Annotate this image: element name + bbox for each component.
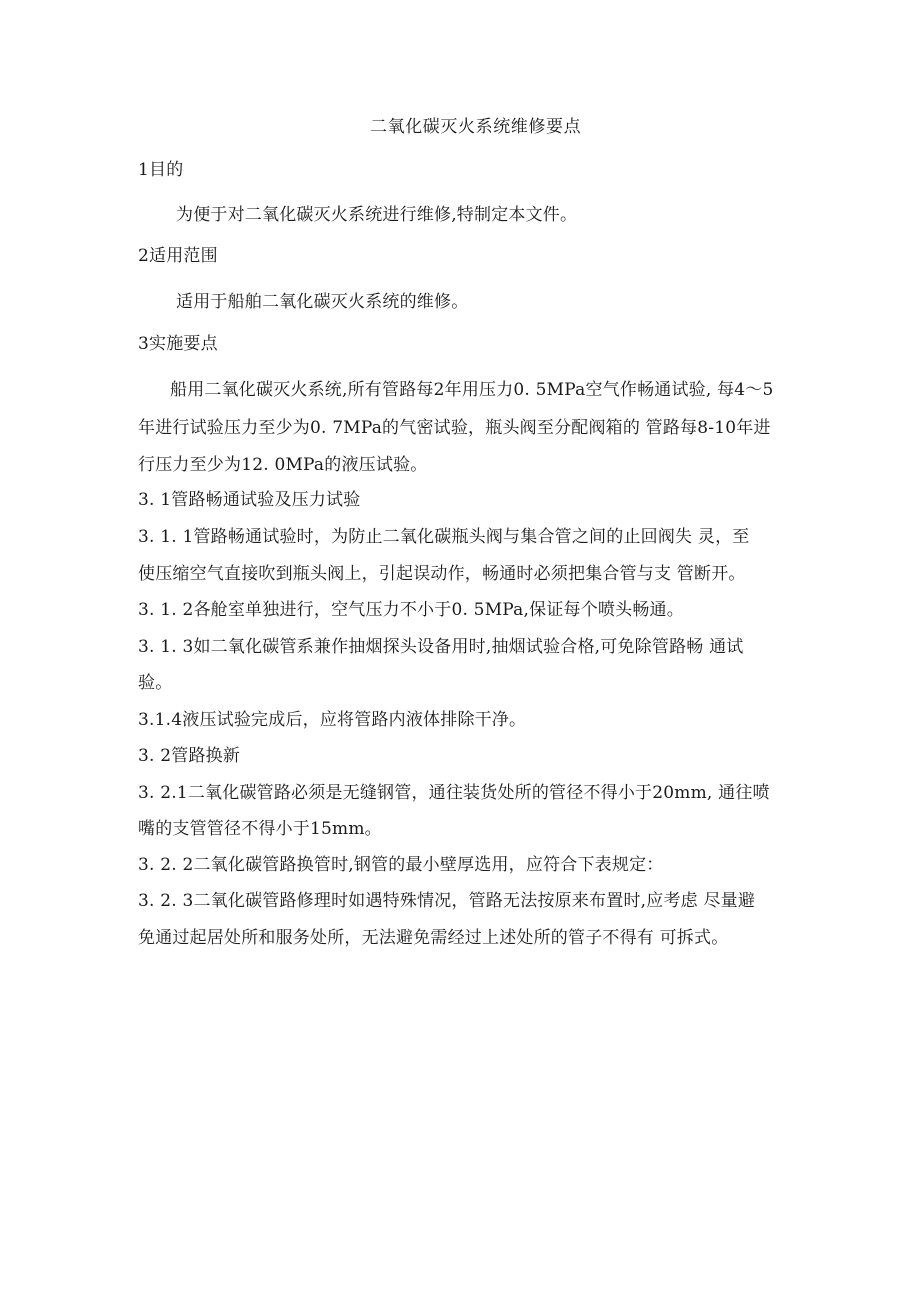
section-1-body: 为便于对二氧化碳灭火系统进行维修,特制定本文件。 <box>176 205 578 225</box>
clause-3-1-1-line: 3. 1. 1管路畅通试验时，为防止二氧化碳瓶头阀与集合管之间的止回阀失 灵，至 <box>138 527 750 547</box>
section-3-intro-line: 行压力至少为12. 0MPa的液压试验。 <box>138 455 428 475</box>
clause-3-2-2: 3. 2. 2二氧化碳管路换管时,钢管的最小壁厚选用，应符合下表规定： <box>138 855 664 875</box>
section-2-body: 适用于船舶二氧化碳灭火系统的维修。 <box>176 292 469 312</box>
clause-3-2-3-line: 3. 2. 3二氧化碳管路修理时如遇特殊情况，管路无法按原来布置时,应考虑 尽量避 <box>138 891 756 911</box>
clause-3-2-1-line: 3. 2.1二氧化碳管路必须是无缝钢管，通往装货处所的管径不得小于20mm, 通往喷 <box>138 783 770 803</box>
subsection-heading-3-2: 3. 2管路换新 <box>138 746 241 766</box>
section-heading-3: 3实施要点 <box>138 334 218 354</box>
clause-3-1-4: 3.1.4液压试验完成后，应将管路内液体排除干净。 <box>138 710 527 730</box>
section-3-intro-line: 船用二氧化碳灭火系统,所有管路每2年用压力0. 5MPa空气作畅通试验, 每4～5 <box>170 380 774 400</box>
subsection-heading-3-1: 3. 1管路畅通试验及压力试验 <box>138 490 361 510</box>
clause-3-1-3-line: 验。 <box>138 673 173 693</box>
section-heading-1: 1目的 <box>138 160 184 180</box>
clause-3-1-3-line: 3. 1. 3如二氧化碳管系兼作抽烟探头设备用时,抽烟试验合格,可免除管路畅 通试 <box>138 637 744 657</box>
document-title: 二氧化碳灭火系统维修要点 <box>370 117 582 137</box>
clause-3-1-2: 3. 1. 2各舱室单独进行，空气压力不小于0. 5MPa,保证每个喷头畅通。 <box>138 600 684 620</box>
clause-3-1-1-line: 使压缩空气直接吹到瓶头阀上，引起误动作，畅通时必须把集合管与支 管断开。 <box>138 564 746 584</box>
section-3-intro-line: 年进行试验压力至少为0. 7MPa的气密试验，瓶头阀至分配阀箱的 管路每8-10年进 <box>138 418 771 438</box>
clause-3-2-3-line: 免通过起居处所和服务处所，无法避免需经过上述处所的管子不得有 可拆式。 <box>138 928 729 948</box>
section-heading-2: 2适用范围 <box>138 246 218 266</box>
clause-3-2-1-line: 嘴的支管管径不得小于15mm。 <box>138 819 382 839</box>
